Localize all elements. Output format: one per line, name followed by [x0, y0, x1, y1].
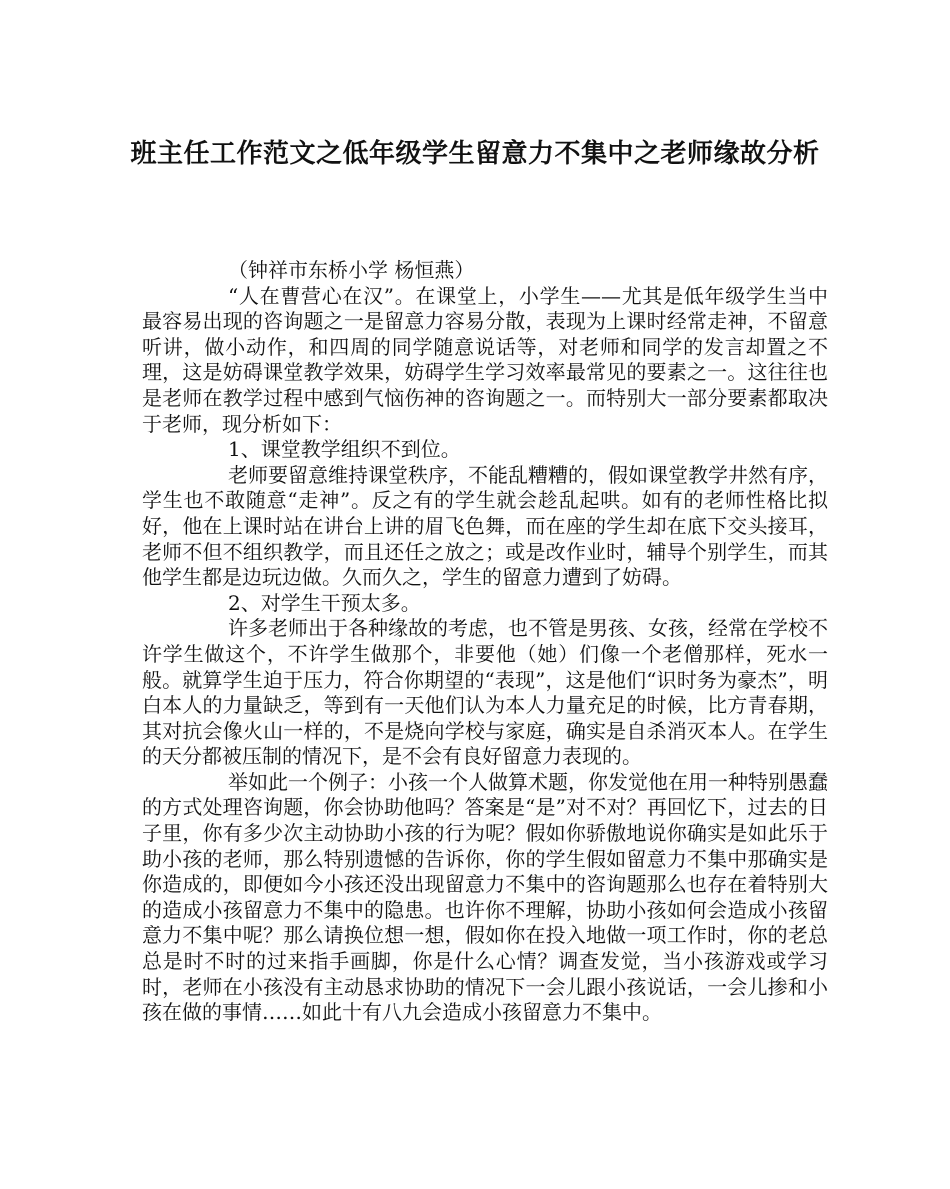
section-heading: 1、课堂教学组织不到位。: [228, 437, 461, 462]
document-title: 班主任工作范文之低年级学生留意力不集中之老师缘故分析: [130, 139, 820, 169]
body-paragraph: 举如此一个例子：小孩一个人做算术题，你发觉他在用一种特别愚蠢的方式处理咨询题，你会协助他吗？答案是“是”对不对？再回忆下，过去的日子里，你有多少次主动协助小孩的行为呢？假如你骄傲地说你确实是如此乐于助小孩的老师，那么特别遗憾的告诉你，你的学生假如留意力不集中那确实是你造成的，即便如今小孩还没出现留意力不集中的咨询题那么也存在着特别大的造成小孩留意力不集中的隐患。也许你不理解，协助小孩如何会造成小孩留意力不集中呢？那么请换位想一想，假如你在投入地做一项工作时，你的老总总是时不时的过来指手画脚，你是什么心情？调查发觉，当小孩游戏或学习时，老师在小孩没有主动恳求协助的情况下一会儿跟小孩说话，一会儿掺和小孩在做的事情……如此十有八九会造成小孩留意力不集中。: [142, 769, 828, 1025]
section-heading: 2、对学生干预太多。: [228, 590, 421, 615]
body-paragraph: “人在曹营心在汉”。在课堂上，小学生——尤其是低年级学生当中最容易出现的咨询题之一是留意力容易分散，表现为上课时经常走神，不留意听讲，做小动作，和四周的同学随意说话等，对老师和同学的发言却置之不理，这是妨碍课堂教学效果，妨碍学生学习效率最常见的要素之一。这往往也是老师在教学过程中感到气恼伤神的咨询题之一。而特别大一部分要素都取决于老师，现分析如下：: [142, 283, 828, 436]
author-line: （钟祥市东桥小学 杨恒燕）: [228, 258, 475, 282]
document-body: [142, 258, 828, 1026]
body-paragraph: 许多老师出于各种缘故的考虑，也不管是男孩、女孩，经常在学校不许学生做这个，不许学生做那个，非要他（她）们像一个老僧那样，死水一般。就算学生迫于压力，符合你期望的“表现”，这是他们“识时务为豪杰”，明白本人的力量缺乏，等到有一天他们认为本人力量充足的时候，比方青春期，其对抗会像火山一样的，不是烧向学校与家庭，确实是自杀消灭本人。在学生的天分都被压制的情况下，是不会有良好留意力表现的。: [142, 616, 828, 769]
body-paragraph: 老师要留意维持课堂秩序，不能乱糟糟的，假如课堂教学井然有序，学生也不敢随意“走神”。反之有的学生就会趁乱起哄。如有的老师性格比拟好，他在上课时站在讲台上讲的眉飞色舞，而在座的学生却在底下交头接耳，老师不但不组织教学，而且还任之放之；或是改作业时，辅导个别学生，而其他学生都是边玩边做。久而久之，学生的留意力遭到了妨碍。: [142, 462, 828, 590]
